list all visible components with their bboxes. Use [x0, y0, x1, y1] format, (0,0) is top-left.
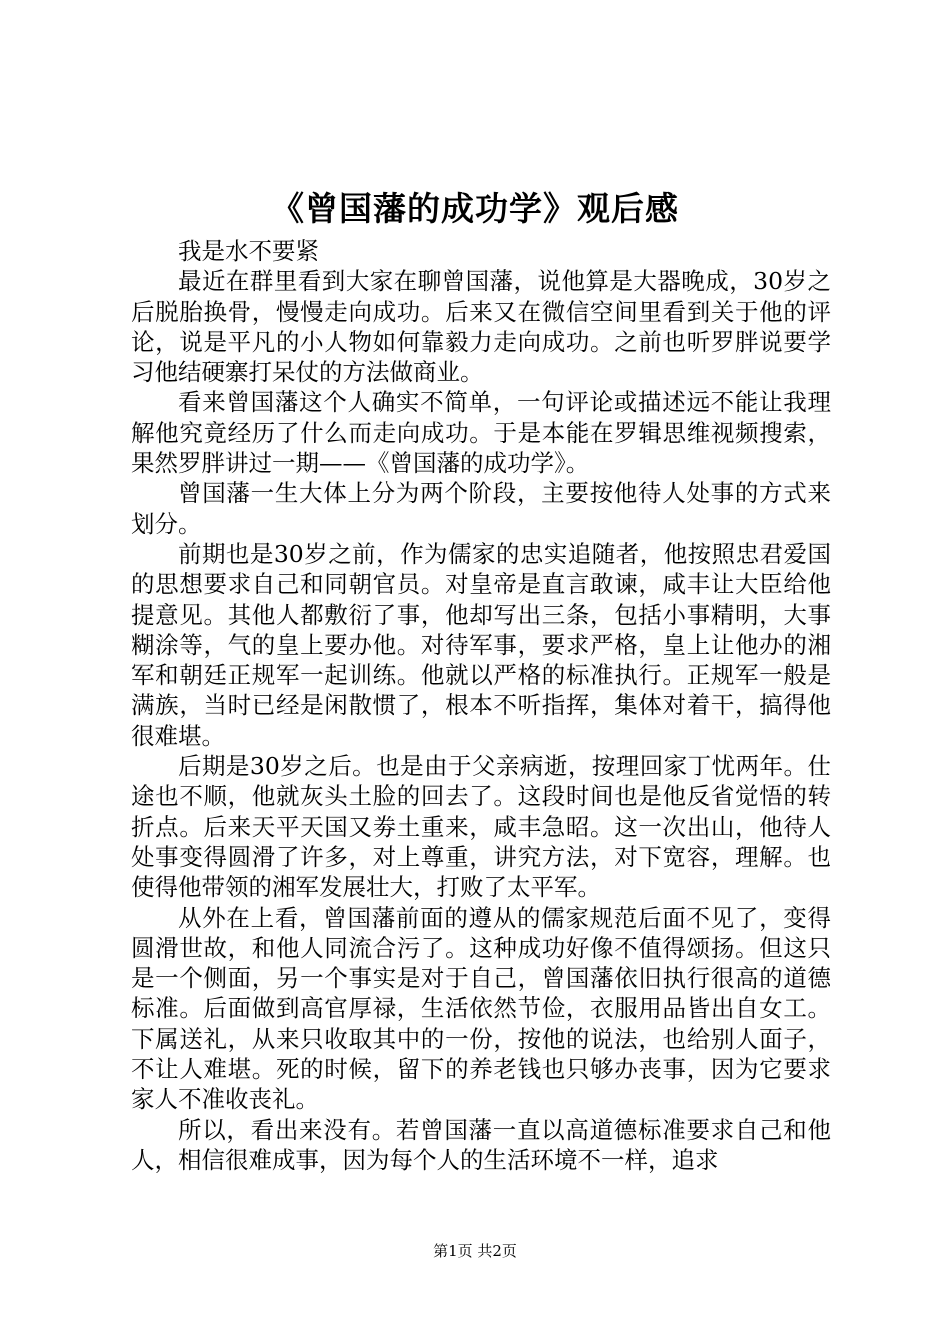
document-title: 《曾国藩的成功学》观后感 [271, 189, 679, 228]
paragraph: 看来曾国藩这个人确实不简单，一句评论或描述远不能让我理解他究竟经历了什么而走向成功。于是本能在罗辑思维视频搜索，果然罗胖讲过一期——《曾国藩的成功学》。 [131, 388, 831, 478]
paragraph: 最近在群里看到大家在聊曾国藩，说他算是大器晚成，30岁之后脱胎换骨，慢慢走向成功。后来又在微信空间里看到关于他的评论，说是平凡的小人物如何靠毅力走向成功。之前也听罗胖说要学习他结硬寨打呆仗的方法做商业。 [131, 267, 831, 387]
paragraph: 曾国藩一生大体上分为两个阶段，主要按他待人处事的方式来划分。 [131, 479, 831, 538]
paragraph: 前期也是30岁之前，作为儒家的忠实追随者，他按照忠君爱国的思想要求自己和同朝官员。对皇帝是直言敢谏，咸丰让大臣给他提意见。其他人都敷衍了事，他却写出三条，包括小事精明，大事糊涂等，气的皇上要办他。对待军事，要求严格，皇上让他办的湘军和朝廷正规军一起训练。他就以严格的标准执行。正规军一般是满族，当时已经是闲散惯了，根本不听指挥，集体对着干，搞得他很难堪。 [131, 539, 831, 750]
paragraph: 所以，看出来没有。若曾国藩一直以高道德标准要求自己和他人，相信很难成事，因为每个人的生活环境不一样，追求 [131, 1115, 831, 1174]
document-body [131, 236, 831, 1175]
paragraph: 从外在上看，曾国藩前面的遵从的儒家规范后面不见了，变得圆滑世故，和他人同流合污了。这种成功好像不值得颂扬。但这只是一个侧面，另一个事实是对于自己，曾国藩依旧执行很高的道德标准。后面做到高官厚禄，生活依然节俭，衣服用品皆出自女工。下属送礼，从来只收取其中的一份，按他的说法，也给别人面子，不让人难堪。死的时候，留下的养老钱也只够办丧事，因为它要求家人不准收丧礼。 [131, 903, 831, 1114]
paragraph-author: 我是水不要紧 [178, 237, 319, 265]
page-footer: 第1页 共2页 [433, 1242, 517, 1260]
paragraph: 后期是30岁之后。也是由于父亲病逝，按理回家丁忧两年。仕途也不顺，他就灰头土脸的回去了。这段时间也是他反省觉悟的转折点。后来天平天国又劵土重来，咸丰急昭。这一次出山，他待人处事变得圆滑了许多，对上尊重，讲究方法，对下宽容，理解。也使得他带领的湘军发展壮大，打败了太平军。 [131, 752, 831, 902]
